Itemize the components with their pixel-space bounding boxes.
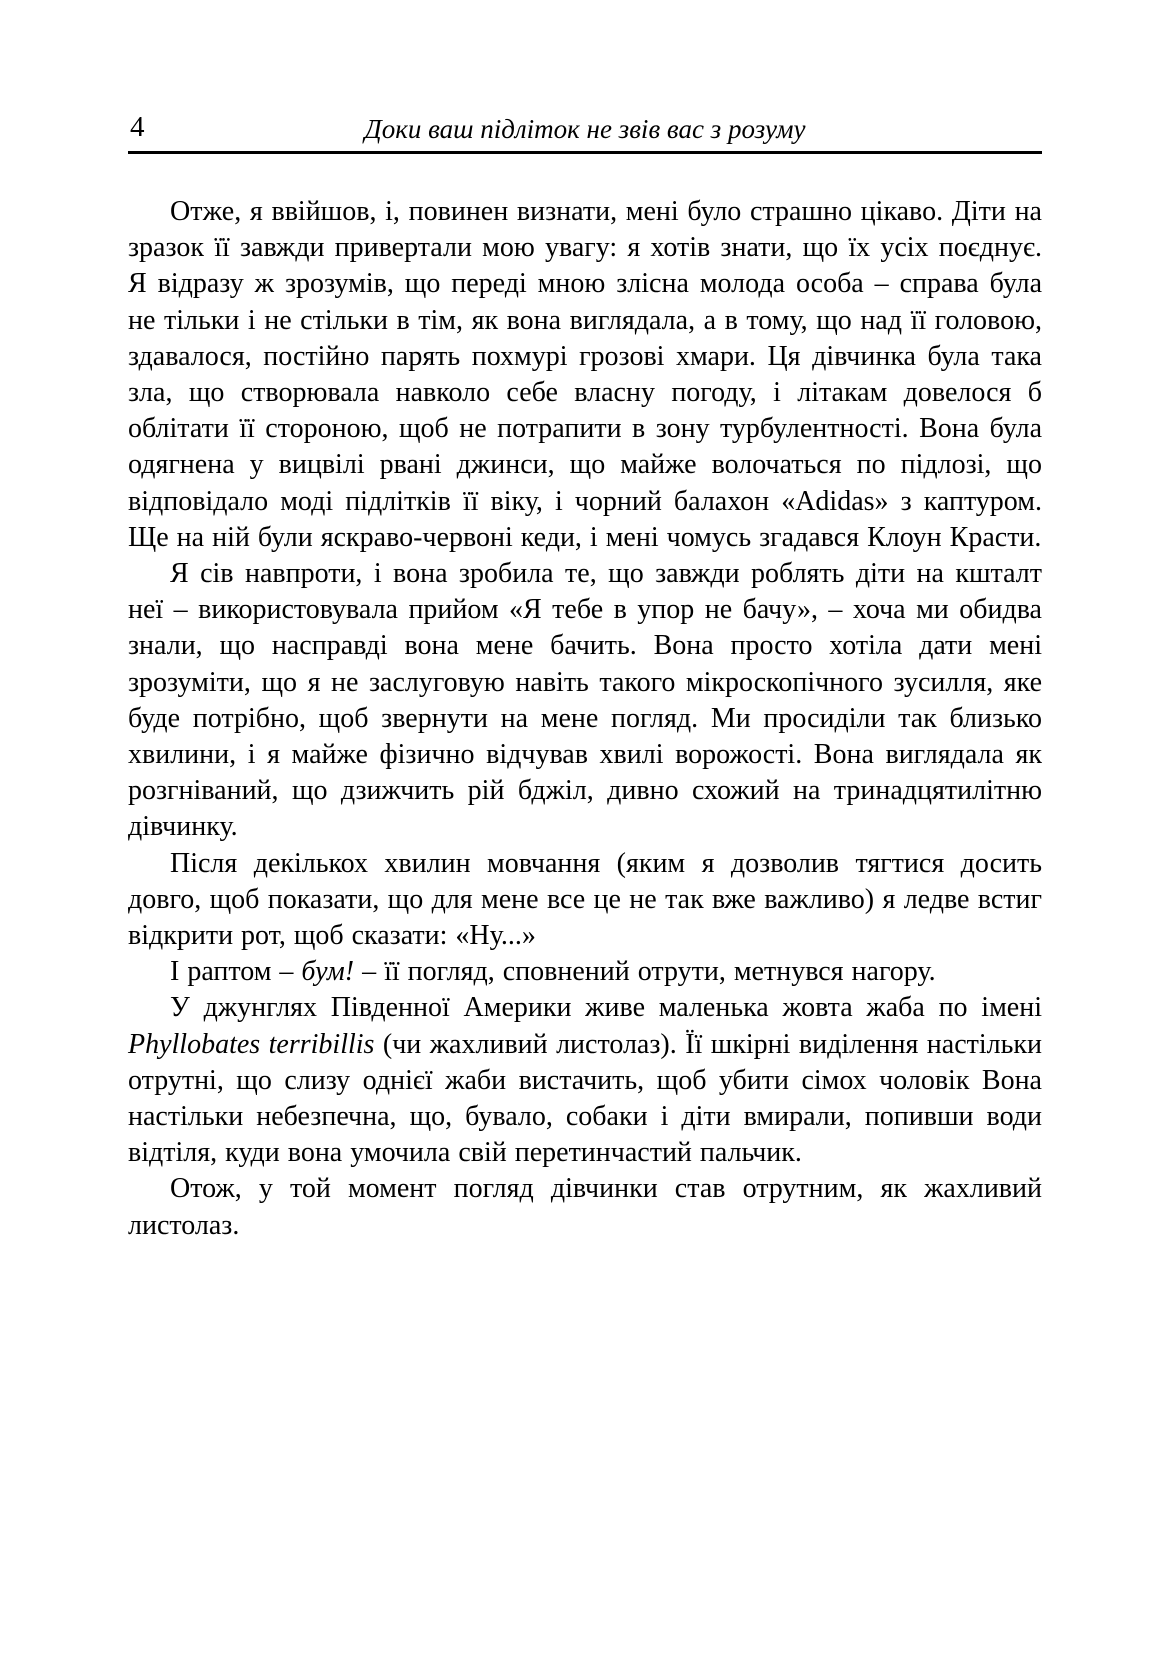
italic-text-run: Phyllobates terribillis [128, 1028, 375, 1060]
italic-text-run: бум! [301, 956, 355, 988]
text-run: – її погляд, сповнений отрути, метнувся нагору. [354, 956, 936, 988]
text-run: Отож, у той момент погляд дівчинки став отрутним, як жахливий листолаз. [128, 1173, 1042, 1241]
paragraph [128, 990, 1042, 1171]
text-run: І раптом – [170, 956, 302, 988]
page-number: 4 [130, 111, 145, 143]
text-run: Я сів навпроти, і вона зробила те, що завжди роблять діти на кшталт неї – використовувала прийом «Я тебе в упор не бачу», – хоча ми обидва знали, що насправді вона мене бачить. Вона просто хотіла дати мені зрозуміти, що я не заслуговую навіть такого мікроскопічного зусилля, яке буде потрібно, щоб звернути на мене погляд. Ми просиділи так близько хвилини, і я майже фізично відчував хвилі ворожості. Вона виглядала як розгніваний, що дзижчить рій бджіл, дивно схожий на тринадцятилітню дівчинку. [128, 558, 1042, 843]
text-run: Отже, я ввійшов, і, повинен визнати, мені було страшно цікаво. Діти на зразок її завжди привертали мою увагу: я хотів знати, що їх усіх поєднує. Я відразу ж зрозумів, що переді мною злісна молода особа – справа була не тільки і не стільки в тім, як вона виглядала, а в тому, що над її головою, здавалося, постійно парять похмурі грозові хмари. Ця дівчинка була така зла, що створювала навколо себе власну погоду, і літакам довелося б облітати її стороною, щоб не потрапити в зону турбулентності. Вона була одягнена у вицвілі рвані джинси, що майже волочаться по підлозі, що відповідало моді підлітків її віку, і чорний балахон «Adidas» з каптуром. Ще на ній були яскраво-червоні кеди, і мені чомусь згадався Клоун Красти. [128, 196, 1042, 553]
text-run: (чи жахливий листолаз). Її шкірні виділення настільки отрутні, що слизу однієї жаби вистачить, щоб убити сімох чоловік Вона настільки небезпечна, що, бувало, собаки і діти вмирали, попивши води відтіля, куди вона умочила свій перетинчастий пальчик. [128, 1028, 1042, 1169]
paragraph [128, 1171, 1042, 1243]
page-body [128, 194, 1042, 1244]
header-rule [128, 151, 1042, 154]
page-content [128, 106, 1042, 1244]
text-run: Після декількох хвилин мовчання (яким я дозволив тягтися досить довго, щоб показати, що для мене все це не так вже важливо) я ледве встиг відкрити рот, щоб сказати: «Ну...» [128, 847, 1042, 952]
paragraph [128, 954, 1042, 990]
running-title: Доки ваш підліток не звів вас з розуму [364, 114, 806, 144]
paragraph [128, 194, 1042, 556]
paragraph [128, 556, 1042, 846]
text-run: У джунглях Південної Америки живе маленька жовта жаба по імені [170, 992, 1042, 1024]
page-header [128, 106, 1042, 150]
paragraph [128, 846, 1042, 955]
